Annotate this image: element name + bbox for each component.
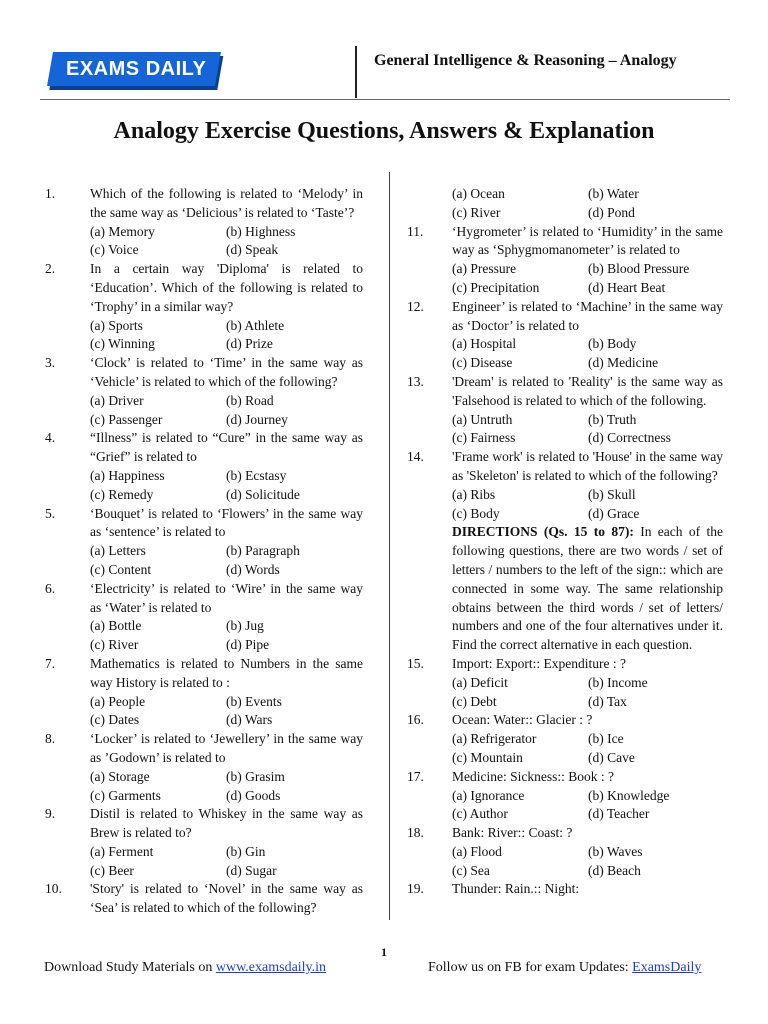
question-body — [452, 298, 723, 373]
question-body — [90, 429, 363, 504]
header-divider — [355, 46, 357, 98]
question-item — [407, 711, 723, 767]
answer-option: (b) Athlete — [226, 317, 285, 333]
question-item — [45, 580, 363, 655]
question-text: Thunder: Rain.:: Night: — [452, 881, 580, 897]
answer-options — [90, 223, 363, 261]
question-item — [45, 805, 363, 880]
answer-option: (b) Skull — [588, 486, 636, 502]
logo-text — [66, 58, 206, 81]
question-body — [452, 880, 723, 899]
answer-option: (c) Body — [452, 505, 500, 521]
answer-options — [90, 467, 363, 505]
answer-option: (b) Blood Pressure — [588, 261, 690, 277]
question-number: 5. — [45, 505, 56, 521]
answer-option: (a) Refrigerator — [452, 731, 537, 747]
question-body — [452, 711, 723, 767]
answer-options — [90, 768, 363, 806]
answer-option: (b) Ecstasy — [226, 467, 287, 483]
answer-option: (b) Body — [588, 336, 637, 352]
answer-option: (a) Deficit — [452, 674, 508, 690]
question-item — [45, 354, 363, 429]
question-body — [452, 824, 723, 880]
answer-option: (a) People — [90, 693, 146, 709]
answer-option: (c) Author — [452, 806, 508, 822]
question-body — [452, 373, 723, 448]
header-rule — [40, 99, 730, 100]
question-body — [90, 354, 363, 429]
answer-option: (d) Prize — [226, 336, 273, 352]
examsdaily-website-link[interactable]: www.examsdaily.in — [215, 960, 327, 975]
answer-option: (c) Remedy — [90, 486, 154, 502]
answer-option: (d) Grace — [588, 505, 640, 521]
answer-option: (b) Grasim — [226, 768, 285, 784]
answer-options — [90, 693, 363, 731]
question-item — [45, 260, 363, 354]
answer-option: (a) Untruth — [452, 411, 513, 427]
questions-15-19 — [407, 655, 723, 899]
question-text: Ocean: Water:: Glacier : ? — [452, 712, 593, 728]
answer-options — [90, 317, 363, 355]
answer-option: (b) Income — [588, 674, 648, 690]
logo-exams: EXAMS — [66, 58, 140, 80]
question-number: 13. — [407, 373, 424, 389]
question-number: 4. — [45, 430, 56, 446]
answer-option: (b) Knowledge — [588, 787, 670, 803]
question-body — [90, 880, 363, 918]
answer-option: (d) Beach — [588, 862, 641, 878]
answer-option: (a) Ignorance — [452, 787, 525, 803]
question-text: Distil is related to Whiskey in the same way as Brew is related to? — [90, 806, 363, 841]
question-body — [90, 655, 363, 730]
answer-option: (a) Storage — [90, 768, 150, 784]
answer-option: (b) Highness — [226, 223, 296, 239]
column-divider — [389, 172, 390, 920]
answer-option: (d) Cave — [588, 749, 635, 765]
directions-label: DIRECTIONS (Qs. 15 to 87): — [452, 524, 634, 540]
answer-options — [452, 843, 723, 881]
answer-option: (a) Ocean — [452, 186, 505, 201]
question-item — [407, 768, 723, 824]
answer-options — [452, 411, 723, 449]
question-text: “Illness” is related to “Cure” in the same way as “Grief” is related to — [90, 430, 363, 465]
answer-option: (a) Sports — [90, 317, 143, 333]
question-text: ‘Electricity’ is related to ‘Wire’ in the same way as ‘Water’ is related to — [90, 580, 363, 615]
question-text: 'Dream' is related to 'Reality' is the same way as 'Falsehood is related to which of the following. — [452, 373, 723, 408]
question-text: Which of the following is related to ‘Melody’ in the same way as ‘Delicious’ is related to ‘Taste’? — [90, 186, 363, 220]
answer-option: (a) Letters — [90, 543, 146, 559]
answer-option: (d) Pipe — [226, 637, 270, 653]
question-item — [407, 880, 723, 899]
answer-option: (b) Ice — [588, 731, 624, 747]
question-item — [407, 824, 723, 880]
answer-option: (b) Events — [226, 693, 282, 709]
answer-option: (a) Happiness — [90, 467, 165, 483]
question-number: 9. — [45, 806, 56, 822]
question-item — [407, 223, 723, 298]
question-text: Import: Export:: Expenditure : ? — [452, 655, 626, 671]
directions — [452, 523, 723, 655]
question-text: Engineer’ is related to ‘Machine’ in the same way as ‘Doctor’ is related to — [452, 298, 723, 333]
question-body — [452, 448, 723, 523]
examsdaily-facebook-link[interactable]: ExamsDaily — [632, 960, 702, 975]
question-body — [90, 260, 363, 354]
directions-text: In each of the following questions, there are two words / set of letters / numbers to the left of the sign:: which are connected in some way. The same relationship obtains between the third words / set of letters/ numbers and one of the four alternatives under it. Find the correct alternative in each question. — [452, 524, 723, 653]
question-number: 10. — [45, 881, 62, 897]
answer-options — [452, 787, 723, 825]
answer-option: (b) Road — [226, 392, 274, 408]
answer-option: (d) Tax — [588, 693, 627, 709]
question-item — [45, 185, 363, 260]
page-title: Analogy Exercise Questions, Answers & Explanation — [113, 118, 655, 144]
question-text: 'Story' is related to ‘Novel’ in the same way as ‘Sea’ is related to which of the following? — [90, 881, 363, 916]
answer-option: (d) Teacher — [588, 806, 650, 822]
answer-options — [452, 674, 723, 712]
answer-option: (c) Precipitation — [452, 279, 540, 295]
question-number: 3. — [45, 355, 56, 371]
answer-option: (d) Wars — [226, 712, 273, 728]
answer-option: (d) Journey — [226, 411, 288, 427]
question-text: Medicine: Sickness:: Book : ? — [452, 768, 614, 784]
answer-option: (c) Passenger — [90, 411, 163, 427]
answer-option: (d) Speak — [226, 242, 279, 258]
footer-follow-text: Follow us on FB for exam Updates: — [428, 960, 633, 975]
answer-option: (a) Hospital — [452, 336, 517, 352]
answer-option: (c) Winning — [90, 336, 155, 352]
question-number: 14. — [407, 449, 424, 465]
right-column — [407, 185, 723, 899]
answer-option: (c) Voice — [90, 242, 139, 258]
answer-option: (d) Medicine — [588, 355, 659, 371]
answer-option: (c) Fairness — [452, 430, 516, 446]
page-number: 1 — [381, 945, 387, 959]
answer-option: (d) Words — [226, 561, 280, 577]
question-text: In a certain way 'Diploma' is related to ‘Education’. Which of the following is related to ‘Trophy’ in a similar way? — [90, 261, 363, 314]
questions-11-14 — [407, 223, 723, 524]
footer-download — [44, 960, 326, 976]
answer-option: (d) Solicitude — [226, 486, 300, 502]
answer-options — [452, 486, 723, 524]
answer-option: (c) Disease — [452, 355, 513, 371]
header-title: General Intelligence & Reasoning – Analogy — [374, 52, 677, 69]
answer-option: (b) Jug — [226, 618, 264, 634]
question-item — [45, 429, 363, 504]
answer-option: (c) Beer — [90, 862, 134, 878]
answer-option: (c) River — [90, 637, 139, 653]
question-item — [45, 505, 363, 580]
answer-option: (d) Correctness — [588, 430, 671, 446]
question-body — [452, 768, 723, 824]
answer-options — [452, 335, 723, 373]
question-text: ‘Hygrometer’ is related to ‘Humidity’ in the same way as ‘Sphygmomanometer’ is related to — [452, 223, 723, 258]
question-text: ‘Bouquet’ is related to ‘Flowers’ in the same way as ‘sentence’ is related to — [90, 505, 363, 540]
question-item — [45, 655, 363, 730]
answer-options — [90, 542, 363, 580]
answer-option: (a) Ribs — [452, 486, 496, 502]
question-number: 19. — [407, 881, 424, 897]
answer-option: (a) Pressure — [452, 261, 517, 277]
question-number: 2. — [45, 261, 56, 277]
answer-option: (b) Truth — [588, 411, 637, 427]
question-number: 16. — [407, 712, 424, 728]
question-body — [452, 223, 723, 298]
answer-option: (c) River — [452, 204, 501, 220]
question-item — [407, 298, 723, 373]
question-body — [90, 730, 363, 805]
question-body — [90, 505, 363, 580]
question-number: 17. — [407, 768, 424, 784]
answer-option: (b) Paragraph — [226, 543, 300, 559]
footer-download-text: Download Study Materials on — [44, 960, 216, 975]
question-number: 12. — [407, 298, 424, 314]
question-10-options — [452, 185, 723, 223]
question-body — [452, 655, 723, 711]
answer-options — [90, 617, 363, 655]
question-item — [407, 373, 723, 448]
question-number: 1. — [45, 186, 56, 201]
answer-option: (a) Flood — [452, 843, 502, 859]
answer-option: (a) Bottle — [90, 618, 142, 634]
left-column — [45, 185, 363, 918]
answer-option: (c) Mountain — [452, 749, 523, 765]
question-body — [90, 805, 363, 880]
answer-option: (d) Sugar — [226, 862, 277, 878]
answer-option: (c) Dates — [90, 712, 140, 728]
answer-option: (c) Content — [90, 561, 152, 577]
answer-option: (d) Goods — [226, 787, 281, 803]
question-body — [90, 580, 363, 655]
answer-options — [452, 730, 723, 768]
question-number: 6. — [45, 580, 56, 596]
question-text: ‘Clock’ is related to ‘Time’ in the same way as ‘Vehicle’ is related to which of the following? — [90, 355, 363, 389]
question-number: 15. — [407, 655, 424, 671]
answer-option: (a) Ferment — [90, 843, 154, 859]
answer-option: (b) Waves — [588, 843, 643, 859]
question-text: Mathematics is related to Numbers in the same way History is related to : — [90, 655, 363, 690]
question-item — [45, 880, 363, 918]
question-text: ‘Locker’ is related to ‘Jewellery’ in the same way as ’Godown’ is related to — [90, 731, 363, 765]
question-body — [90, 185, 363, 260]
answer-option: (b) Water — [588, 186, 639, 201]
question-item — [45, 730, 363, 805]
answer-option: (c) Garments — [90, 787, 161, 803]
answer-option: (a) Memory — [90, 223, 155, 239]
question-text: 'Frame work' is related to 'House' in the same way as 'Skeleton' is related to which of the following? — [452, 449, 723, 483]
logo-daily: DAILY — [145, 58, 207, 80]
answer-options — [452, 260, 723, 298]
answer-options — [90, 392, 363, 430]
question-number: 11. — [407, 223, 424, 239]
examsdaily-logo[interactable] — [44, 48, 220, 94]
question-text: Bank: River:: Coast: ? — [452, 825, 573, 841]
question-item — [407, 448, 723, 523]
answer-option: (c) Debt — [452, 693, 497, 709]
answer-option: (d) Pond — [588, 204, 635, 220]
footer-follow — [428, 960, 701, 976]
answer-option: (a) Driver — [90, 392, 144, 408]
answer-option: (b) Gin — [226, 843, 266, 859]
question-number: 8. — [45, 731, 56, 747]
question-number: 18. — [407, 825, 424, 841]
answer-options — [90, 843, 363, 881]
answer-option: (c) Sea — [452, 862, 490, 878]
answer-option: (d) Heart Beat — [588, 279, 666, 295]
question-number: 7. — [45, 655, 56, 671]
question-item — [407, 655, 723, 711]
